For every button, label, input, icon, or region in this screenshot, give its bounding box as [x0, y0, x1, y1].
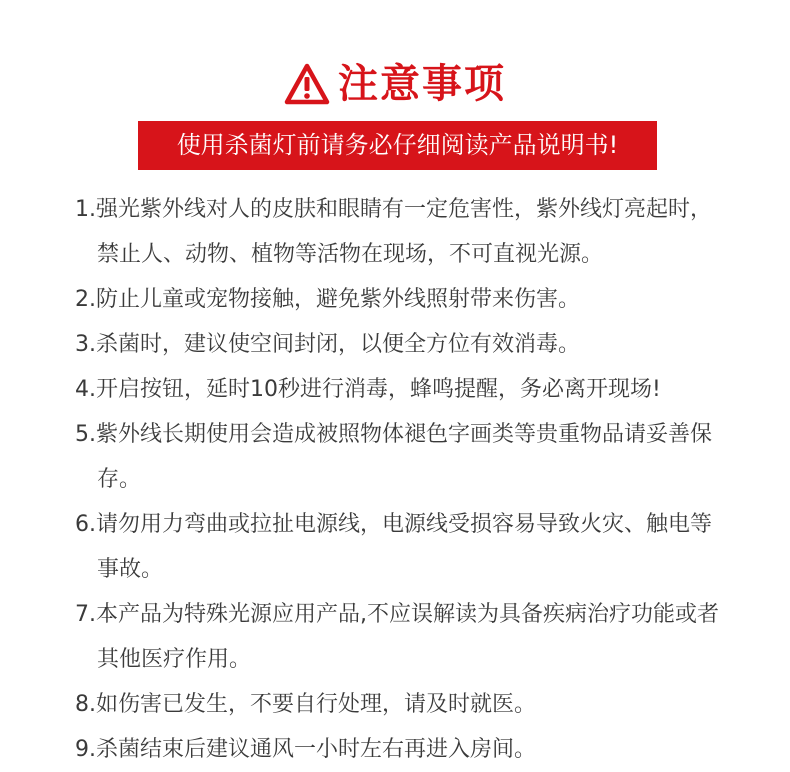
warning-banner: 使用杀菌灯前请务必仔细阅读产品说明书! [138, 121, 657, 170]
note-item: 9.杀菌结束后建议通风一小时左右再进入房间。 [75, 737, 536, 762]
warning-triangle-icon [284, 63, 330, 105]
note-item: 3.杀菌时，建议使空间封闭，以便全方位有效消毒。 [75, 332, 580, 357]
note-item: 1.强光紫外线对人的皮肤和眼睛有一定危害性，紫外线灯亮起时，禁止人、动物、植物等活物在现场，不可直视光源。 [75, 197, 712, 267]
notes-list [75, 187, 725, 772]
note-item: 8.如伤害已发生，不要自行处理，请及时就医。 [75, 692, 536, 717]
note-item: 6.请勿用力弯曲或拉扯电源线，电源线受损容易导致火灾、触电等事故。 [75, 512, 712, 582]
note-item: 2.防止儿童或宠物接触，避免紫外线照射带来伤害。 [75, 287, 580, 312]
header [0, 60, 790, 108]
note-item: 7.本产品为特殊光源应用产品,不应误解读为具备疾病治疗功能或者其他医疗作用。 [75, 602, 719, 672]
page-title: 注意事项 [338, 61, 506, 107]
note-item: 4.开启按钮，延时10秒进行消毒，蜂鸣提醒，务必离开现场! [75, 377, 661, 402]
note-item: 5.紫外线长期使用会造成被照物体褪色字画类等贵重物品请妥善保存。 [75, 422, 712, 492]
